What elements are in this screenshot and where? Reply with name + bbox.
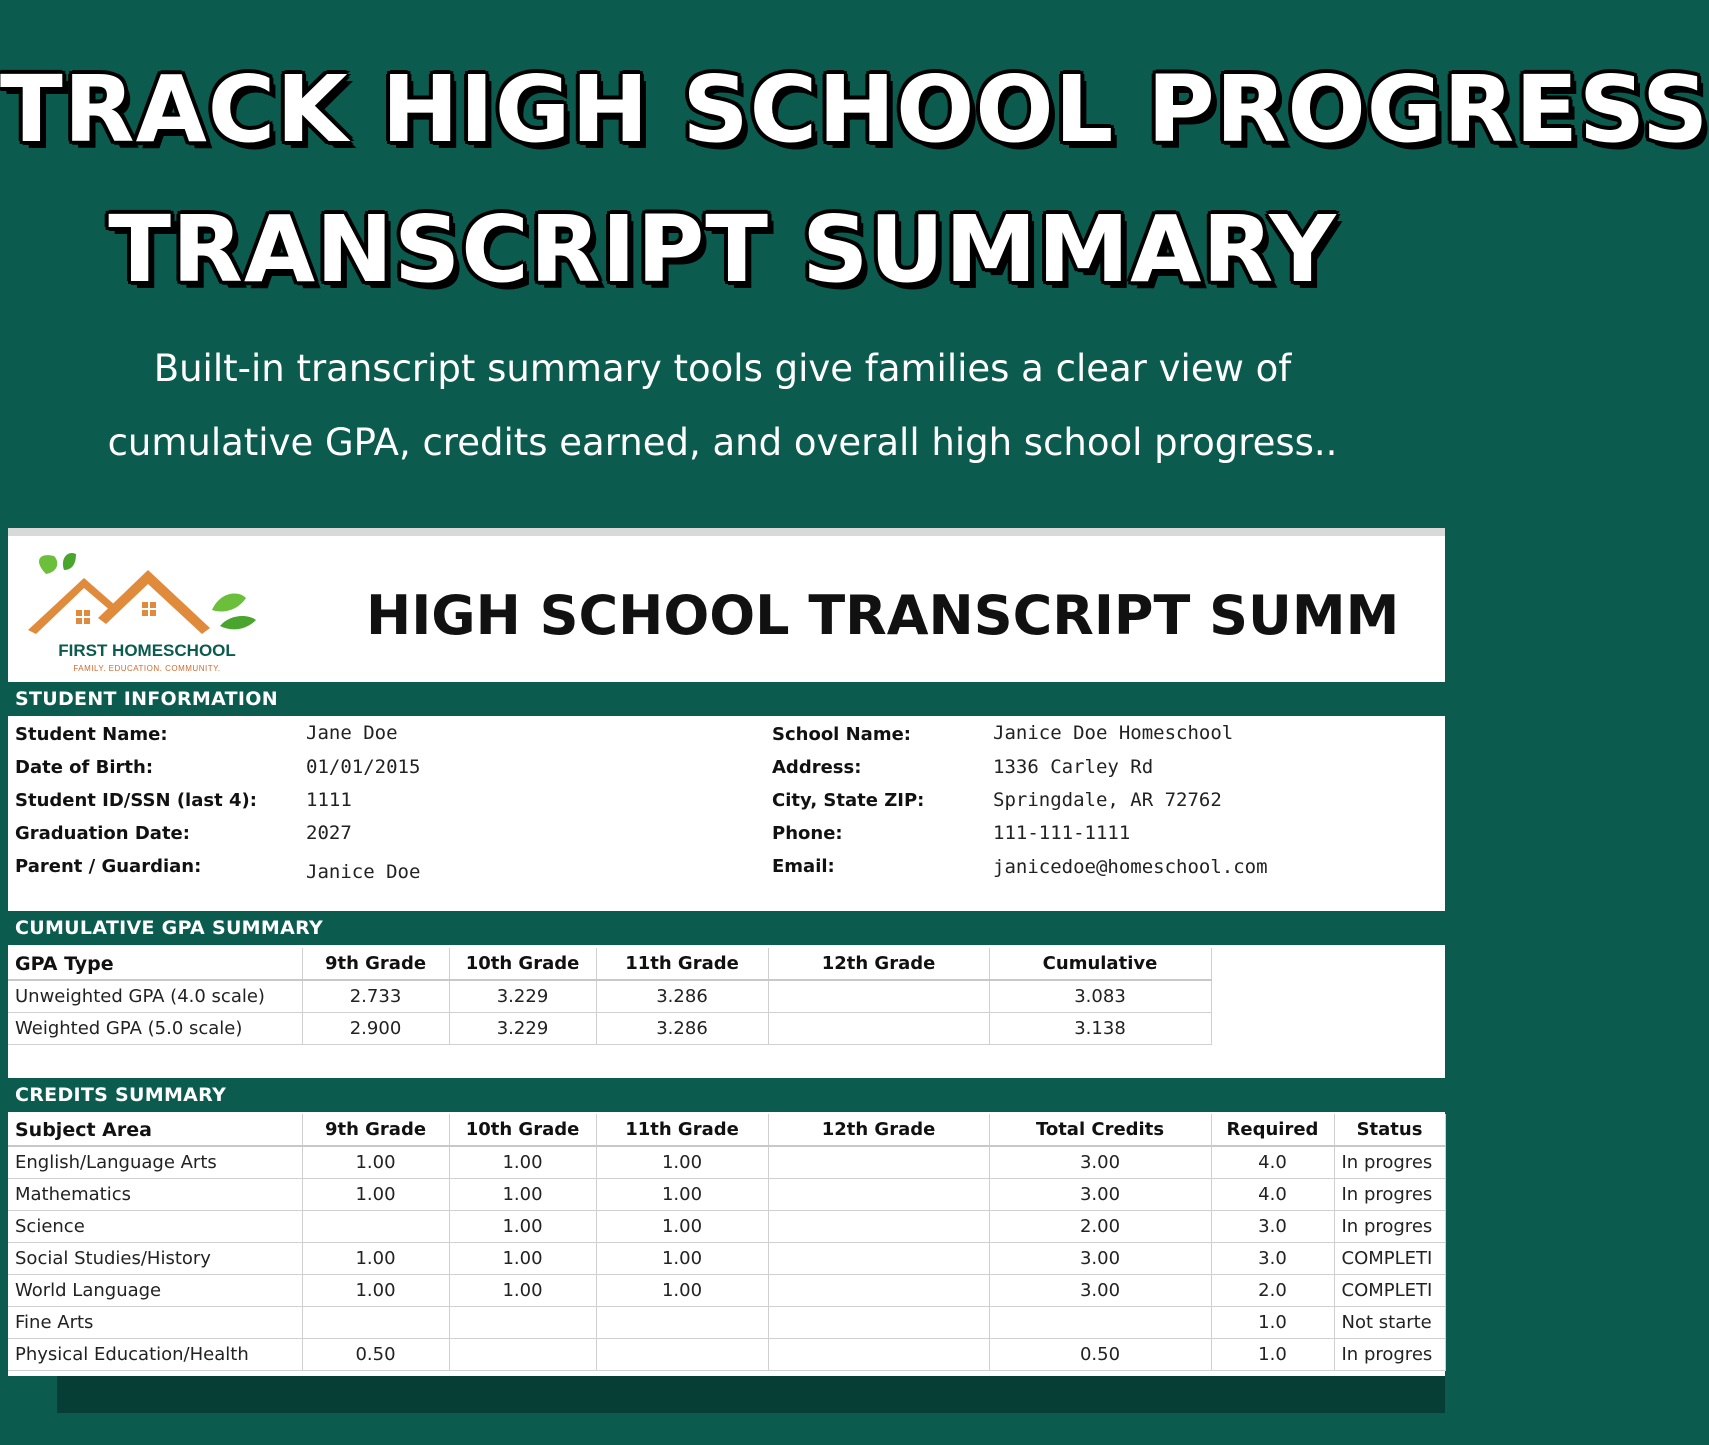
- info-label: Phone:: [772, 823, 843, 844]
- table-cell[interactable]: 3.229: [449, 980, 596, 1012]
- column-header: GPA Type: [8, 948, 302, 980]
- table-cell[interactable]: [768, 1012, 989, 1044]
- table-cell[interactable]: [302, 1210, 449, 1242]
- info-label: Student Name:: [15, 724, 168, 745]
- table-cell[interactable]: 4.0: [1211, 1178, 1334, 1210]
- headline-line-1: TRACK HIGH SCHOOL PROGRESS: [0, 56, 1709, 163]
- info-value[interactable]: janicedoe@homeschool.com: [993, 856, 1268, 878]
- table-cell[interactable]: [768, 1306, 989, 1338]
- table-cell[interactable]: [449, 1338, 596, 1370]
- credits-table: [8, 1114, 1446, 1371]
- table-cell[interactable]: [449, 1306, 596, 1338]
- info-value[interactable]: 111-111-1111: [993, 822, 1131, 844]
- table-cell[interactable]: 1.00: [449, 1242, 596, 1274]
- info-value[interactable]: 1336 Carley Rd: [993, 756, 1154, 778]
- sheet-shadow: [57, 1375, 1445, 1413]
- column-header: Total Credits: [989, 1114, 1211, 1146]
- column-header: Status: [1334, 1114, 1445, 1146]
- table-cell[interactable]: 1.00: [302, 1242, 449, 1274]
- table-cell[interactable]: 1.00: [596, 1210, 768, 1242]
- table-cell[interactable]: 2.0: [1211, 1274, 1334, 1306]
- table-cell[interactable]: 1.00: [449, 1178, 596, 1210]
- status-cell[interactable]: In progres: [1334, 1338, 1445, 1370]
- table-cell[interactable]: 3.083: [989, 980, 1211, 1012]
- column-header: Subject Area: [8, 1114, 302, 1146]
- info-value[interactable]: Springdale, AR 72762: [993, 789, 1222, 811]
- table-cell[interactable]: 1.00: [302, 1178, 449, 1210]
- status-cell[interactable]: In progres: [1334, 1178, 1445, 1210]
- table-cell[interactable]: 1.00: [449, 1146, 596, 1178]
- headline-line-2: TRANSCRIPT SUMMARY: [108, 196, 1337, 303]
- table-row: [8, 1306, 1445, 1338]
- info-label: Date of Birth:: [15, 757, 154, 778]
- column-header: 12th Grade: [768, 948, 989, 980]
- table-cell[interactable]: 1.00: [596, 1242, 768, 1274]
- table-cell[interactable]: 3.229: [449, 1012, 596, 1044]
- house-logo-icon: [24, 548, 264, 643]
- table-cell[interactable]: 0.50: [302, 1338, 449, 1370]
- subtitle: [60, 332, 1385, 480]
- table-cell[interactable]: Physical Education/Health: [8, 1338, 302, 1370]
- logo-tagline: FAMILY. EDUCATION. COMMUNITY.: [73, 664, 221, 673]
- info-value[interactable]: Jane Doe: [306, 722, 398, 744]
- info-label: Graduation Date:: [15, 823, 190, 844]
- table-row: [8, 1338, 1445, 1370]
- table-cell[interactable]: 1.0: [1211, 1306, 1334, 1338]
- table-cell[interactable]: [989, 1306, 1211, 1338]
- column-header: Required: [1211, 1114, 1334, 1146]
- status-cell[interactable]: In progres: [1334, 1210, 1445, 1242]
- subtitle-line-1: Built-in transcript summary tools give families a clear view of: [153, 347, 1292, 390]
- table-cell[interactable]: 1.00: [596, 1146, 768, 1178]
- status-cell[interactable]: In progres: [1334, 1146, 1445, 1178]
- table-cell[interactable]: [768, 1274, 989, 1306]
- credits-summary-header: CREDITS SUMMARY: [8, 1078, 1445, 1112]
- info-value[interactable]: 01/01/2015: [306, 756, 421, 778]
- subtitle-line-2: cumulative GPA, credits earned, and overall high school progress..: [107, 421, 1338, 464]
- table-cell[interactable]: [302, 1306, 449, 1338]
- table-cell[interactable]: Mathematics: [8, 1178, 302, 1210]
- info-value[interactable]: 2027: [306, 822, 352, 844]
- column-header: 9th Grade: [302, 1114, 449, 1146]
- table-cell[interactable]: 2.00: [989, 1210, 1211, 1242]
- table-cell[interactable]: 1.0: [1211, 1338, 1334, 1370]
- table-cell[interactable]: [596, 1306, 768, 1338]
- table-cell[interactable]: [768, 1210, 989, 1242]
- table-cell[interactable]: [596, 1338, 768, 1370]
- table-cell[interactable]: 1.00: [596, 1274, 768, 1306]
- sheet-title: HIGH SCHOOL TRANSCRIPT SUMM: [366, 584, 1400, 647]
- column-header: 9th Grade: [302, 948, 449, 980]
- table-cell[interactable]: [768, 980, 989, 1012]
- info-value[interactable]: Janice Doe: [306, 861, 421, 883]
- table-cell[interactable]: 2.733: [302, 980, 449, 1012]
- table-row: [8, 1178, 1445, 1210]
- table-cell[interactable]: 1.00: [302, 1274, 449, 1306]
- table-cell[interactable]: [768, 1338, 989, 1370]
- table-cell[interactable]: 3.00: [989, 1146, 1211, 1178]
- column-header: 10th Grade: [449, 948, 596, 980]
- table-cell[interactable]: 4.0: [1211, 1146, 1334, 1178]
- info-label: Address:: [772, 757, 862, 778]
- logo: [24, 548, 264, 673]
- column-header: 10th Grade: [449, 1114, 596, 1146]
- table-cell[interactable]: [768, 1146, 989, 1178]
- table-cell[interactable]: Fine Arts: [8, 1306, 302, 1338]
- column-header: Cumulative: [989, 948, 1211, 980]
- transcript-sheet[interactable]: [8, 528, 1445, 1376]
- table-row: [8, 1274, 1445, 1306]
- table-row: [8, 1012, 1211, 1044]
- table-cell[interactable]: 3.0: [1211, 1242, 1334, 1274]
- table-cell[interactable]: 3.00: [989, 1178, 1211, 1210]
- column-header: 12th Grade: [768, 1114, 989, 1146]
- table-cell[interactable]: 3.00: [989, 1242, 1211, 1274]
- gpa-table: [8, 948, 1212, 1045]
- gpa-summary-header: CUMULATIVE GPA SUMMARY: [8, 911, 1445, 945]
- table-cell[interactable]: Unweighted GPA (4.0 scale): [8, 980, 302, 1012]
- status-cell[interactable]: COMPLETI: [1334, 1274, 1445, 1306]
- table-cell[interactable]: 1.00: [449, 1274, 596, 1306]
- info-label: School Name:: [772, 724, 911, 745]
- table-cell[interactable]: 1.00: [596, 1178, 768, 1210]
- status-cell[interactable]: Not starte: [1334, 1306, 1445, 1338]
- headline: [0, 40, 1709, 320]
- table-cell[interactable]: Social Studies/History: [8, 1242, 302, 1274]
- table-cell[interactable]: Science: [8, 1210, 302, 1242]
- table-cell[interactable]: 1.00: [449, 1210, 596, 1242]
- status-cell[interactable]: COMPLETI: [1334, 1242, 1445, 1274]
- table-cell[interactable]: 3.00: [989, 1274, 1211, 1306]
- info-label: City, State ZIP:: [772, 790, 925, 811]
- student-info-header: STUDENT INFORMATION: [8, 682, 1445, 716]
- info-value[interactable]: 1111: [306, 789, 352, 811]
- table-row: [8, 980, 1211, 1012]
- table-cell[interactable]: [768, 1178, 989, 1210]
- table-cell[interactable]: 1.00: [302, 1146, 449, 1178]
- table-cell[interactable]: 3.138: [989, 1012, 1211, 1044]
- table-row: [8, 1146, 1445, 1178]
- column-header: 11th Grade: [596, 1114, 768, 1146]
- info-label: Student ID/SSN (last 4):: [15, 790, 257, 811]
- table-cell[interactable]: World Language: [8, 1274, 302, 1306]
- table-cell[interactable]: 3.286: [596, 1012, 768, 1044]
- table-row: [8, 1242, 1445, 1274]
- credits-header-row: [8, 1114, 1445, 1146]
- table-cell[interactable]: 3.286: [596, 980, 768, 1012]
- info-label: Email:: [772, 856, 835, 877]
- logo-name: FIRST HOMESCHOOL: [58, 641, 236, 660]
- table-cell[interactable]: [768, 1242, 989, 1274]
- info-label: Parent / Guardian:: [15, 856, 202, 877]
- table-cell[interactable]: 3.0: [1211, 1210, 1334, 1242]
- table-cell[interactable]: 0.50: [989, 1338, 1211, 1370]
- gpa-header-row: [8, 948, 1211, 980]
- table-cell[interactable]: 2.900: [302, 1012, 449, 1044]
- info-value[interactable]: Janice Doe Homeschool: [993, 722, 1234, 744]
- table-row: [8, 1210, 1445, 1242]
- table-cell[interactable]: English/Language Arts: [8, 1146, 302, 1178]
- table-cell[interactable]: Weighted GPA (5.0 scale): [8, 1012, 302, 1044]
- column-header: 11th Grade: [596, 948, 768, 980]
